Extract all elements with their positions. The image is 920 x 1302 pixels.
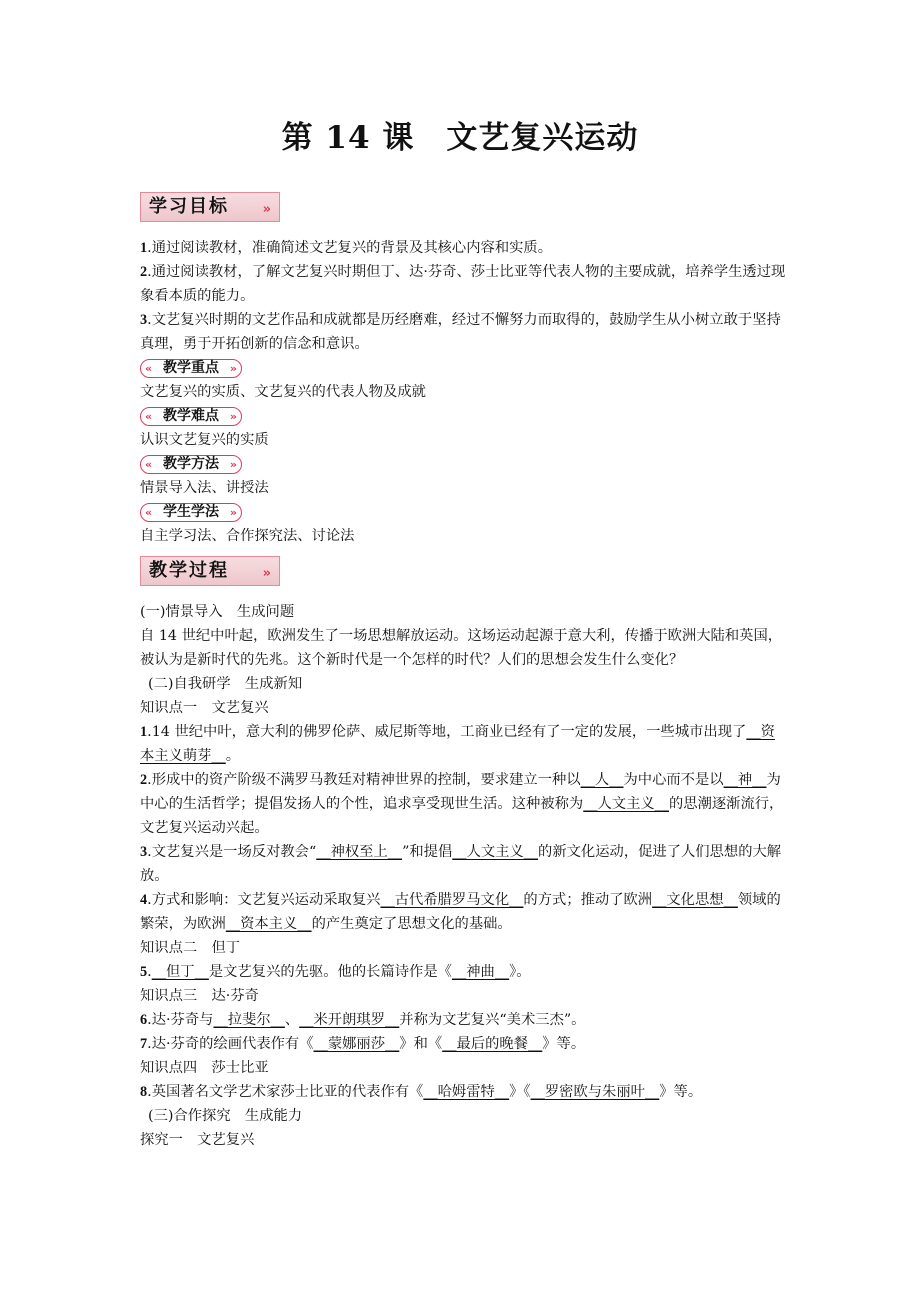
question-item xyxy=(140,840,786,888)
answer-blank: __蒙娜丽莎__ xyxy=(313,1036,400,1052)
question-item xyxy=(140,1032,786,1056)
goal-number: 2 xyxy=(140,264,148,280)
teaching-focus-tag xyxy=(140,359,242,378)
knowledge-point-heading: 知识点二 但丁 xyxy=(140,940,241,956)
item-number: 6 xyxy=(140,1012,148,1028)
learning-goals-banner xyxy=(140,192,280,222)
goal-number: 3 xyxy=(140,312,148,328)
double-left-arrow-icon: « xyxy=(145,458,153,471)
item-number: 8 xyxy=(140,1084,148,1100)
lesson-content xyxy=(140,190,786,1152)
goal-number: 1 xyxy=(140,240,148,256)
double-left-arrow-icon: « xyxy=(145,506,153,519)
item-text: .达·芬奇的绘画代表作有《 xyxy=(147,1036,314,1052)
double-right-arrow-icon: » xyxy=(229,362,237,375)
answer-blank: __神__ xyxy=(723,772,767,788)
item-number: 1 xyxy=(140,724,148,740)
item-text: .英国著名文学艺术家莎士比亚的代表作有《 xyxy=(147,1084,424,1100)
subsection-heading: (三)合作探究 生成能力 xyxy=(148,1108,303,1124)
tag-content: 自主学习法、合作探究法、讨论法 xyxy=(140,528,355,544)
item-number: 3 xyxy=(140,844,148,860)
knowledge-point-heading: 知识点三 达·芬奇 xyxy=(140,988,259,1004)
tag-label: 教学重点 xyxy=(163,360,219,376)
knowledge-point-heading: 知识点四 莎士比亚 xyxy=(140,1060,269,1076)
banner-label: 教学过程 xyxy=(149,560,229,581)
item-text: ”和提倡 xyxy=(402,844,453,860)
exploration-heading: 探究一 文艺复兴 xyxy=(140,1132,255,1148)
item-text: 》等。 xyxy=(542,1036,586,1052)
item-text: 为中心而不是以 xyxy=(623,772,724,788)
goal-text: .通过阅读教材，了解文艺复兴时期但丁、达·芬奇、莎士比亚等代表人物的主要成就，培养学生透过现象看本质的能力。 xyxy=(140,264,786,304)
double-arrow-icon: » xyxy=(262,566,271,581)
answer-blank: __神曲__ xyxy=(451,964,510,980)
item-text: 》《 xyxy=(509,1084,531,1100)
answer-blank: __但丁__ xyxy=(151,964,209,980)
question-item xyxy=(140,720,786,768)
goal-text: .通过阅读教材，准确简述文艺复兴的背景及其核心内容和实质。 xyxy=(147,240,553,256)
answer-blank: __资本主义__ xyxy=(225,916,312,932)
item-text: 的思潮逐渐流行，文艺复兴运动兴起。 xyxy=(140,796,784,836)
answer-blank: __哈姆雷特__ xyxy=(423,1084,510,1100)
banner-label: 学习目标 xyxy=(149,196,229,217)
goal-text: .文艺复兴时期的文艺作品和成就都是历经磨难，经过不懈努力而取得的，鼓励学生从小树立敢于坚持真理，勇于开拓创新的信念和意识。 xyxy=(140,312,781,352)
tag-label: 教学难点 xyxy=(163,408,219,424)
question-item xyxy=(140,1008,786,1032)
teaching-difficulty-tag xyxy=(140,407,242,426)
tag-content: 认识文艺复兴的实质 xyxy=(140,432,269,448)
answer-blank: __神权至上__ xyxy=(316,844,403,860)
tag-label: 学生学法 xyxy=(163,504,219,520)
item-text: .方式和影响：文艺复兴运动采取复兴 xyxy=(147,892,381,908)
subsection-heading: (二)自我研学 生成新知 xyxy=(148,676,303,692)
double-right-arrow-icon: » xyxy=(229,458,237,471)
item-number: 5 xyxy=(140,964,148,980)
teaching-method-tag xyxy=(140,455,242,474)
item-text: .14 世纪中叶，意大利的佛罗伦萨、威尼斯等地，工商业已经有了一定的发展，一些城市出现了 xyxy=(147,724,747,740)
item-number: 2 xyxy=(140,772,148,788)
page-title: 第 14 课 文艺复兴运动 xyxy=(281,120,639,156)
answer-blank: __米开朗琪罗__ xyxy=(299,1012,400,1028)
item-text: .文艺复兴是一场反对教会“ xyxy=(147,844,317,860)
item-number: 7 xyxy=(140,1036,148,1052)
answer-blank: __罗密欧与朱丽叶__ xyxy=(530,1084,660,1100)
item-text: . xyxy=(147,964,152,980)
answer-blank: __人文主义__ xyxy=(452,844,539,860)
answer-blank: __文化思想__ xyxy=(652,892,738,908)
item-text: 并称为文艺复兴“美术三杰”。 xyxy=(399,1012,586,1028)
item-text: 是文艺复兴的先驱。他的长篇诗作是《 xyxy=(208,964,452,980)
answer-blank: __人文主义__ xyxy=(583,796,669,812)
item-text: 》。 xyxy=(509,964,531,980)
item-text: 》等。 xyxy=(659,1084,703,1100)
goal-item xyxy=(140,260,786,308)
intro-paragraph: 自 14 世纪中叶起，欧洲发生了一场思想解放运动。这场运动起源于意大利，传播于欧洲大陆和英国，被认为是新时代的先兆。这个新时代是一个怎样的时代？人们的思想会发生什么变化？ xyxy=(140,628,783,668)
study-method-tag xyxy=(140,503,242,522)
item-text: 领域的繁荣，为欧洲 xyxy=(140,892,781,932)
item-text: .形成中的资产阶级不满罗马教廷对精神世界的控制，要求建立一种以 xyxy=(147,772,581,788)
answer-blank: __人__ xyxy=(580,772,624,788)
double-right-arrow-icon: » xyxy=(229,410,237,423)
tag-label: 教学方法 xyxy=(163,456,219,472)
answer-blank: __资本主义萌芽__ xyxy=(140,724,775,764)
subsection-heading: (一)情景导入 生成问题 xyxy=(140,604,295,620)
item-text: 为中心的生活哲学；提倡发扬人的个性，追求享受现世生活。这种被称为 xyxy=(140,772,781,812)
knowledge-point-heading: 知识点一 文艺复兴 xyxy=(140,700,269,716)
item-number: 4 xyxy=(140,892,148,908)
item-text: 》和《 xyxy=(399,1036,443,1052)
item-text: .达·芬奇与 xyxy=(147,1012,214,1028)
tag-content: 情景导入法、讲授法 xyxy=(140,480,269,496)
item-text: 。 xyxy=(225,748,241,764)
double-arrow-icon: » xyxy=(262,202,271,217)
item-text: 、 xyxy=(284,1012,300,1028)
double-left-arrow-icon: « xyxy=(145,362,153,375)
double-right-arrow-icon: » xyxy=(229,506,237,519)
question-item xyxy=(140,1080,786,1104)
answer-blank: __古代希腊罗马文化__ xyxy=(380,892,524,908)
tag-content: 文艺复兴的实质、文艺复兴的代表人物及成就 xyxy=(140,384,426,400)
item-text: 的新文化运动，促进了人们思想的大解放。 xyxy=(140,844,782,884)
answer-blank: __拉斐尔__ xyxy=(213,1012,285,1028)
double-left-arrow-icon: « xyxy=(145,410,153,423)
goal-item xyxy=(140,308,786,356)
item-text: 的产生奠定了思想文化的基础。 xyxy=(311,916,512,932)
answer-blank: __最后的晚餐__ xyxy=(442,1036,543,1052)
question-item xyxy=(140,960,786,984)
goal-item xyxy=(140,236,786,260)
question-item xyxy=(140,768,786,840)
teaching-process-banner xyxy=(140,556,280,586)
item-text: 的方式；推动了欧洲 xyxy=(523,892,653,908)
question-item xyxy=(140,888,786,936)
